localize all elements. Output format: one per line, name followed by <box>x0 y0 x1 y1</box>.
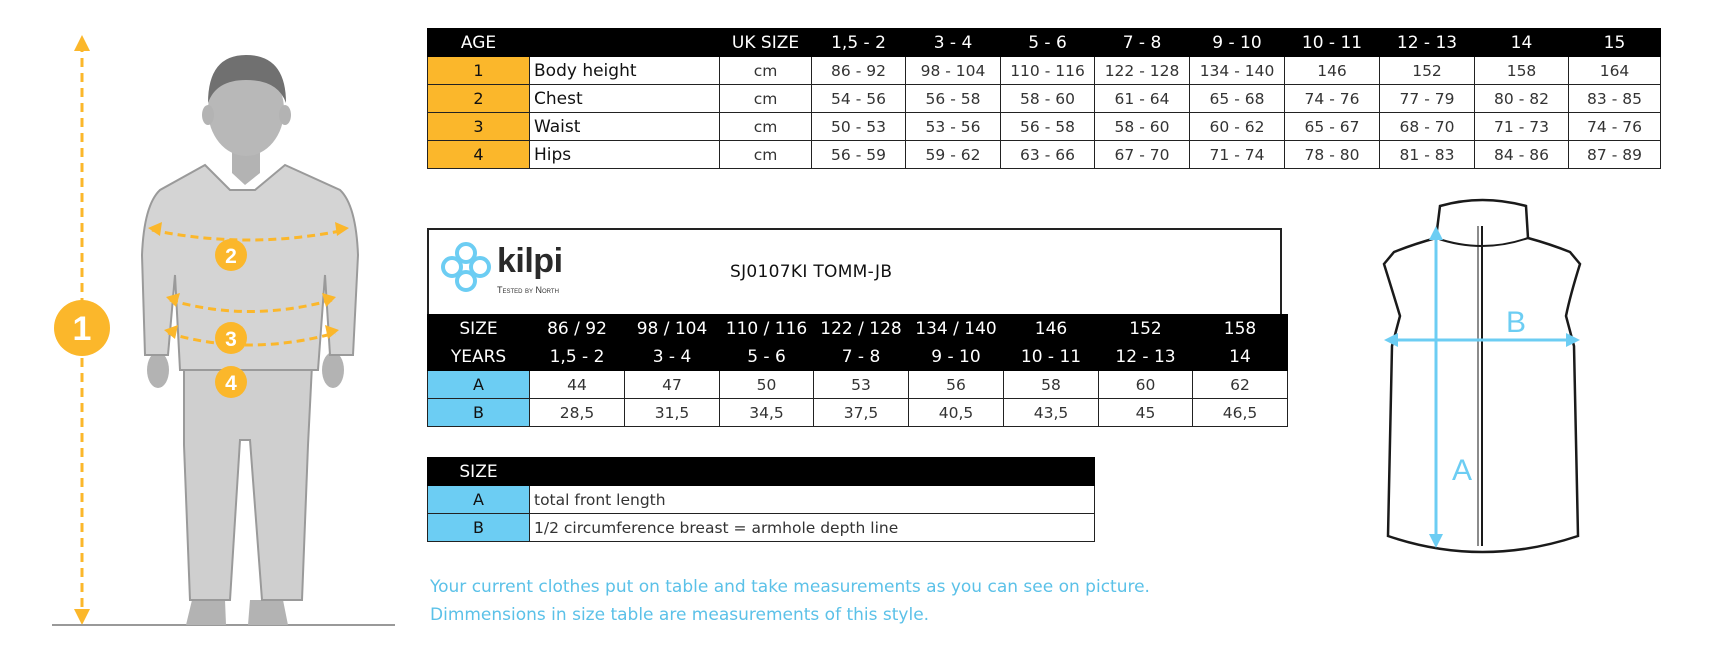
row-number: 3 <box>428 113 530 141</box>
value-cell: 46,5 <box>1193 399 1288 427</box>
years-row <box>428 343 1288 371</box>
marker-1: 1 <box>72 310 92 348</box>
product-size-table <box>427 314 1288 427</box>
value-cell: 80 - 82 <box>1475 85 1569 113</box>
table-row <box>428 141 1661 169</box>
brand-tagline: Tested by North <box>497 285 559 295</box>
value-cell: 40,5 <box>909 399 1004 427</box>
header-cell: 10 - 11 <box>1004 343 1099 371</box>
row-unit: cm <box>720 113 812 141</box>
header-cell: 1,5 - 2 <box>812 29 906 57</box>
value-cell: 63 - 66 <box>1001 141 1095 169</box>
value-cell: 53 <box>814 371 909 399</box>
row-number: 4 <box>428 141 530 169</box>
value-cell: 44 <box>530 371 625 399</box>
value-cell: 74 - 76 <box>1569 113 1661 141</box>
value-cell: 56 - 58 <box>1001 113 1095 141</box>
row-label: Chest <box>530 85 720 113</box>
value-cell: 37,5 <box>814 399 909 427</box>
value-cell: 59 - 62 <box>906 141 1001 169</box>
value-cell: 98 - 104 <box>906 57 1001 85</box>
value-cell: 86 - 92 <box>812 57 906 85</box>
value-cell: 83 - 85 <box>1569 85 1661 113</box>
table-row <box>428 113 1661 141</box>
row-unit: cm <box>720 141 812 169</box>
header-cell: 110 / 116 <box>720 315 814 343</box>
value-cell: 58 <box>1004 371 1099 399</box>
brand-name: kilpi <box>497 242 563 280</box>
row-label: B <box>428 514 530 542</box>
header-cell: 134 / 140 <box>909 315 1004 343</box>
value-cell: 77 - 79 <box>1380 85 1475 113</box>
table-row <box>428 57 1661 85</box>
value-cell: 84 - 86 <box>1475 141 1569 169</box>
value-cell: 54 - 56 <box>812 85 906 113</box>
marker-2: 2 <box>225 245 237 268</box>
header-cell: 5 - 6 <box>720 343 814 371</box>
value-cell: 71 - 74 <box>1190 141 1285 169</box>
table-row <box>428 486 1095 514</box>
header-cell: AGE <box>428 29 530 57</box>
row-number: 2 <box>428 85 530 113</box>
legend-text: 1/2 circumference breast = armhole depth line <box>530 514 1095 542</box>
value-cell: 146 <box>1285 57 1380 85</box>
note-line-1: Your current clothes put on table and take measurements as you can see on picture. <box>430 577 1150 597</box>
value-cell: 110 - 116 <box>1001 57 1095 85</box>
value-cell: 78 - 80 <box>1285 141 1380 169</box>
size-row <box>428 315 1288 343</box>
note-line-2: Dimmensions in size table are measurements of this style. <box>430 605 930 625</box>
table-row <box>428 399 1288 427</box>
header-cell: 9 - 10 <box>1190 29 1285 57</box>
header-cell: 10 - 11 <box>1285 29 1380 57</box>
value-cell: 34,5 <box>720 399 814 427</box>
kilpi-knot-logo-icon <box>437 238 495 296</box>
header-cell: 14 <box>1475 29 1569 57</box>
vest-label-b: B <box>1506 306 1527 339</box>
value-cell: 50 - 53 <box>812 113 906 141</box>
table-row <box>428 371 1288 399</box>
header-cell: SIZE <box>428 458 530 486</box>
header-cell: 122 / 128 <box>814 315 909 343</box>
header-cell: 1,5 - 2 <box>530 343 625 371</box>
marker-3: 3 <box>225 328 237 351</box>
value-cell: 71 - 73 <box>1475 113 1569 141</box>
measurement-legend-table <box>427 457 1095 542</box>
header-cell: 12 - 13 <box>1380 29 1475 57</box>
header-cell: 3 - 4 <box>625 343 720 371</box>
vest-measurement-diagram <box>1370 196 1595 561</box>
value-cell: 60 <box>1099 371 1193 399</box>
size-table-header-row <box>428 29 1661 57</box>
value-cell: 122 - 128 <box>1095 57 1190 85</box>
row-label: Body height <box>530 57 720 85</box>
value-cell: 56 <box>909 371 1004 399</box>
value-cell: 45 <box>1099 399 1193 427</box>
header-cell: 7 - 8 <box>1095 29 1190 57</box>
value-cell: 87 - 89 <box>1569 141 1661 169</box>
legend-text: total front length <box>530 486 1095 514</box>
row-label: A <box>428 486 530 514</box>
style-code: SJ0107KI TOMM-JB <box>730 262 893 282</box>
value-cell: 62 <box>1193 371 1288 399</box>
value-cell: 74 - 76 <box>1285 85 1380 113</box>
header-cell: 86 / 92 <box>530 315 625 343</box>
marker-4: 4 <box>225 372 237 395</box>
header-cell: 3 - 4 <box>906 29 1001 57</box>
header-cell: 15 <box>1569 29 1661 57</box>
row-unit: cm <box>720 57 812 85</box>
header-cell: 14 <box>1193 343 1288 371</box>
value-cell: 67 - 70 <box>1095 141 1190 169</box>
value-cell: 50 <box>720 371 814 399</box>
value-cell: 31,5 <box>625 399 720 427</box>
header-cell: 5 - 6 <box>1001 29 1095 57</box>
value-cell: 65 - 67 <box>1285 113 1380 141</box>
row-label: Hips <box>530 141 720 169</box>
row-label: B <box>428 399 530 427</box>
value-cell: 81 - 83 <box>1380 141 1475 169</box>
header-cell: UK SIZE <box>720 29 812 57</box>
header-cell <box>530 29 720 57</box>
value-cell: 61 - 64 <box>1095 85 1190 113</box>
table-row <box>428 514 1095 542</box>
header-cell: SIZE <box>428 315 530 343</box>
value-cell: 68 - 70 <box>1380 113 1475 141</box>
header-cell: 158 <box>1193 315 1288 343</box>
header-cell <box>530 458 1095 486</box>
header-cell: 146 <box>1004 315 1099 343</box>
row-label: A <box>428 371 530 399</box>
header-cell: 98 / 104 <box>625 315 720 343</box>
value-cell: 58 - 60 <box>1001 85 1095 113</box>
legend-header-row <box>428 458 1095 486</box>
value-cell: 164 <box>1569 57 1661 85</box>
header-cell: 7 - 8 <box>814 343 909 371</box>
header-cell: 12 - 13 <box>1099 343 1193 371</box>
child-measurement-figure <box>40 25 410 635</box>
value-cell: 56 - 58 <box>906 85 1001 113</box>
table-row <box>428 85 1661 113</box>
value-cell: 65 - 68 <box>1190 85 1285 113</box>
header-cell: 152 <box>1099 315 1193 343</box>
row-label: Waist <box>530 113 720 141</box>
body-size-table <box>427 28 1661 169</box>
value-cell: 43,5 <box>1004 399 1099 427</box>
value-cell: 158 <box>1475 57 1569 85</box>
value-cell: 58 - 60 <box>1095 113 1190 141</box>
header-cell: YEARS <box>428 343 530 371</box>
row-unit: cm <box>720 85 812 113</box>
value-cell: 53 - 56 <box>906 113 1001 141</box>
value-cell: 56 - 59 <box>812 141 906 169</box>
value-cell: 60 - 62 <box>1190 113 1285 141</box>
vest-label-a: A <box>1452 454 1473 487</box>
value-cell: 47 <box>625 371 720 399</box>
header-cell: 9 - 10 <box>909 343 1004 371</box>
value-cell: 152 <box>1380 57 1475 85</box>
value-cell: 28,5 <box>530 399 625 427</box>
value-cell: 134 - 140 <box>1190 57 1285 85</box>
row-number: 1 <box>428 57 530 85</box>
